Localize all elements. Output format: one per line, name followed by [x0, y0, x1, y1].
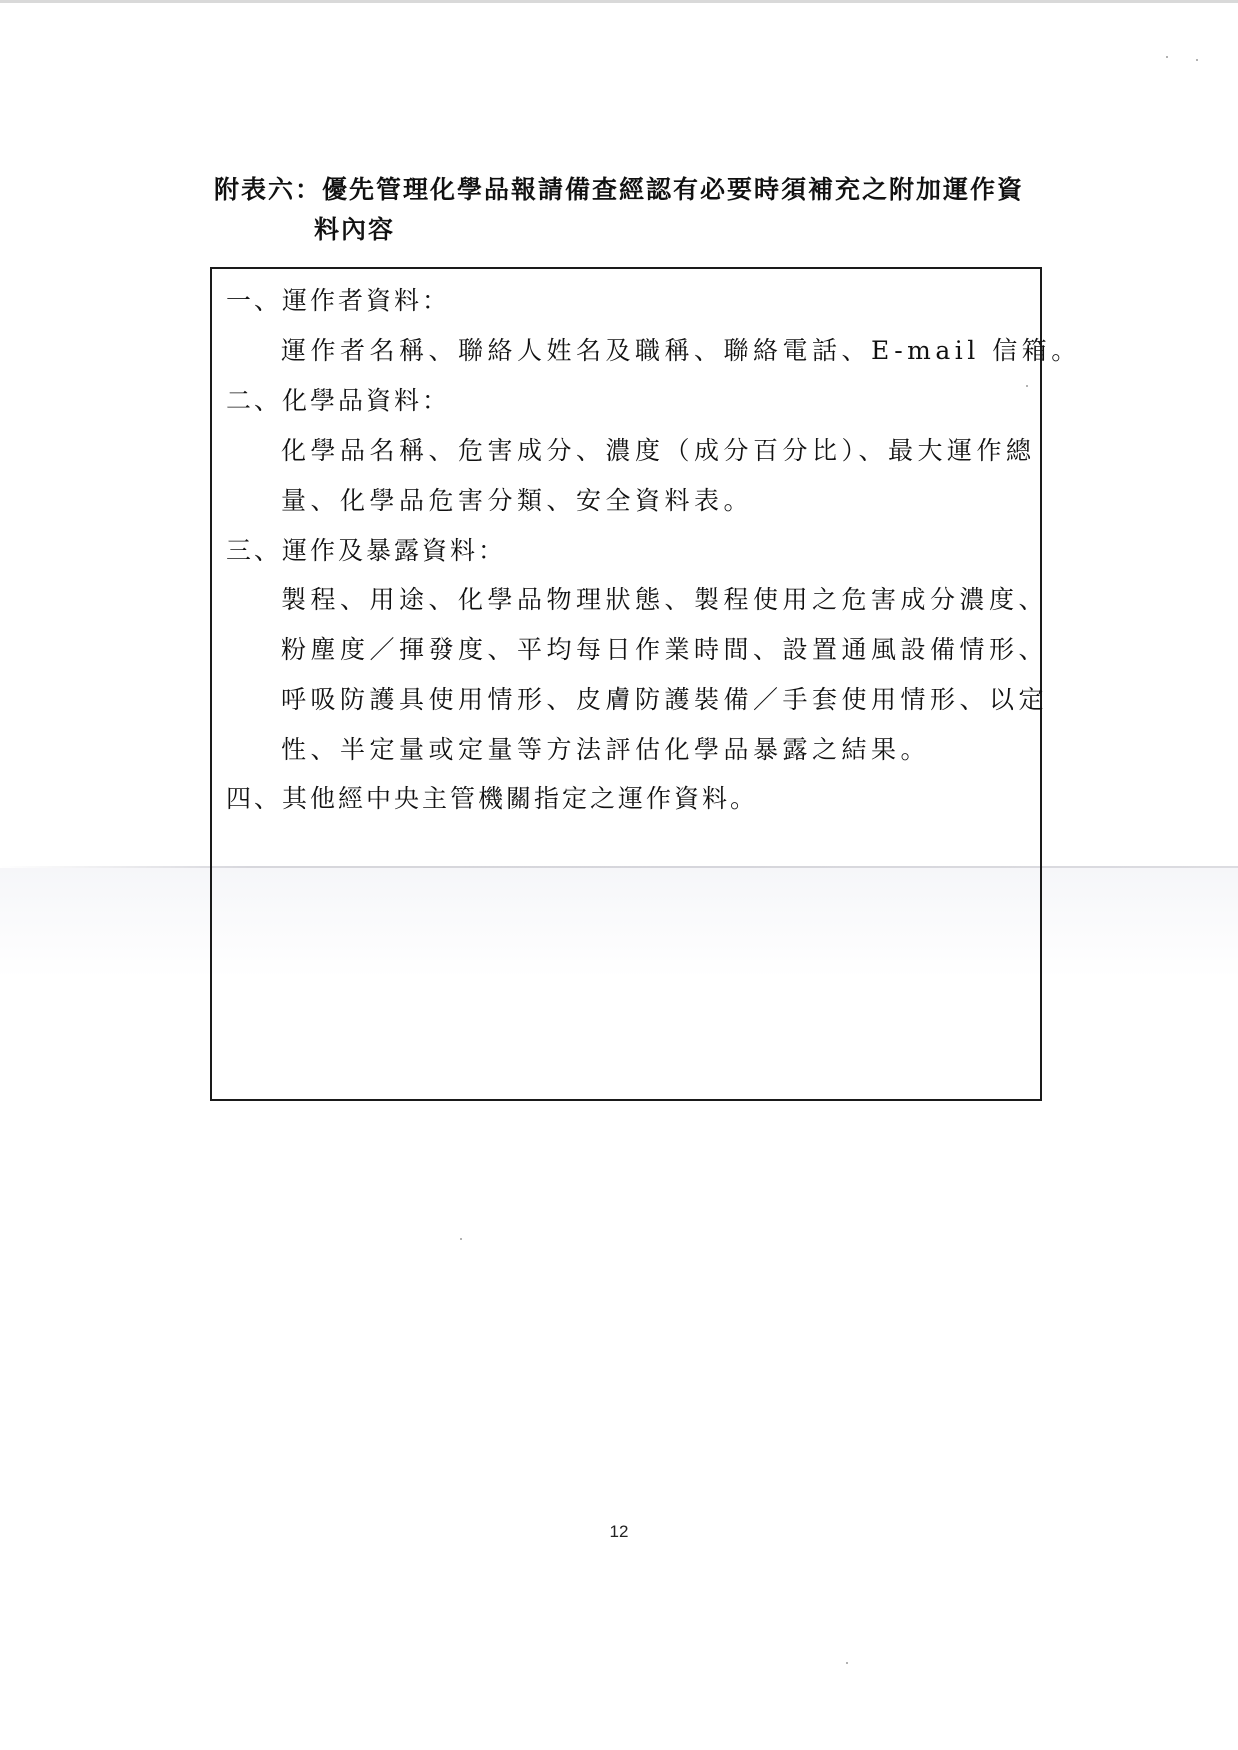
section-3-line: 呼吸防護具使用情形、皮膚防護裝備／手套使用情形、以定	[281, 685, 1049, 714]
scan-top-edge	[0, 0, 1238, 3]
scan-speck	[846, 1662, 848, 1664]
title-line-1: 優先管理化學品報請備查經認有必要時須補充之附加運作資	[322, 175, 1025, 204]
document-title	[214, 170, 1054, 250]
section-3-line: 製程、用途、化學品物理狀態、製程使用之危害成分濃度、	[281, 585, 1049, 614]
section-1-heading: 一、運作者資料：	[226, 286, 451, 315]
section-1-body	[281, 326, 1081, 376]
section-1-line: 運作者名稱、聯絡人姓名及職稱、聯絡電話、E-mail 信箱。	[281, 336, 1081, 365]
section-2-body	[281, 426, 1041, 526]
scan-speck	[1196, 59, 1198, 61]
section-2-line: 化學品名稱、危害成分、濃度（成分百分比）、最大運作總	[281, 436, 1036, 465]
title-prefix: 附表六：	[214, 175, 323, 204]
section-2-line: 量、化學品危害分類、安全資料表。	[281, 486, 754, 515]
section-3-line: 粉塵度／揮發度、平均每日作業時間、設置通風設備情形、	[281, 635, 1049, 664]
section-3-heading: 三、運作及暴露資料：	[226, 536, 507, 565]
page-number: 12	[609, 1522, 629, 1541]
scan-speck	[1166, 56, 1168, 58]
title-line-2: 料內容	[314, 215, 396, 244]
section-3-body	[281, 575, 1049, 775]
content-box	[210, 267, 1081, 1101]
section-2-heading: 二、化學品資料：	[226, 386, 451, 415]
section-4-heading: 四、其他經中央主管機關指定之運作資料。	[226, 784, 759, 813]
scan-speck	[460, 1238, 462, 1240]
section-3-line: 性、半定量或定量等方法評估化學品暴露之結果。	[281, 735, 931, 764]
